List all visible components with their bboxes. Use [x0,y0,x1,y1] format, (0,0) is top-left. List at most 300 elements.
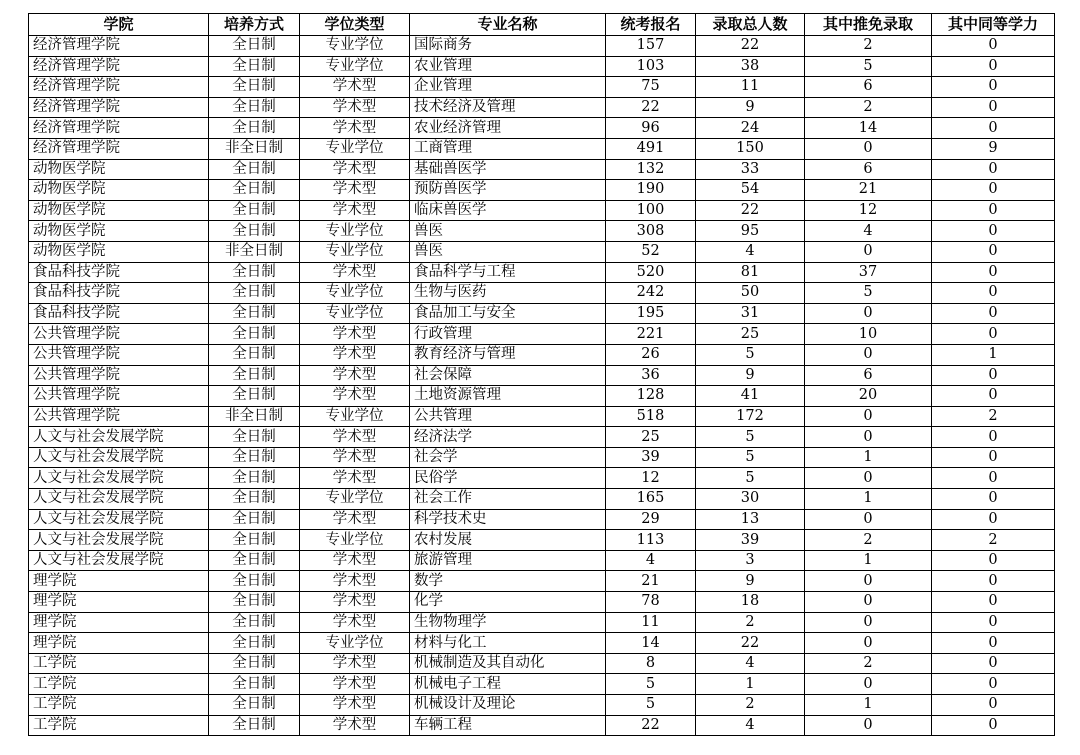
cell-major-name: 数学 [410,571,606,592]
cell-recommended-admitted: 0 [805,406,932,427]
header-degree-type: 学位类型 [300,14,410,36]
cell-college: 公共管理学院 [29,365,209,386]
table-row [29,612,1055,633]
cell-total-admitted: 31 [696,303,805,324]
cell-study-mode: 全日制 [209,303,300,324]
table-row [29,550,1055,571]
cell-study-mode: 全日制 [209,489,300,510]
cell-total-admitted: 150 [696,138,805,159]
cell-study-mode: 全日制 [209,468,300,489]
cell-exam-applicants: 39 [606,447,696,468]
cell-exam-applicants: 22 [606,97,696,118]
cell-major-name: 国际商务 [410,36,606,57]
cell-major-name: 社会工作 [410,489,606,510]
cell-equivalent-education: 0 [932,592,1055,613]
cell-total-admitted: 9 [696,97,805,118]
header-exam-applicants: 统考报名 [606,14,696,36]
cell-exam-applicants: 75 [606,77,696,98]
cell-major-name: 食品加工与安全 [410,303,606,324]
cell-study-mode: 全日制 [209,77,300,98]
cell-major-name: 生物物理学 [410,612,606,633]
table-row [29,489,1055,510]
cell-exam-applicants: 221 [606,324,696,345]
cell-major-name: 技术经济及管理 [410,97,606,118]
cell-equivalent-education: 0 [932,221,1055,242]
cell-study-mode: 全日制 [209,592,300,613]
cell-major-name: 化学 [410,592,606,613]
cell-major-name: 土地资源管理 [410,386,606,407]
cell-study-mode: 全日制 [209,695,300,716]
cell-degree-type: 专业学位 [300,241,410,262]
table-row [29,138,1055,159]
cell-study-mode: 全日制 [209,612,300,633]
table-row [29,365,1055,386]
table-row [29,36,1055,57]
cell-exam-applicants: 5 [606,674,696,695]
cell-college: 经济管理学院 [29,97,209,118]
cell-total-admitted: 5 [696,447,805,468]
cell-recommended-admitted: 21 [805,180,932,201]
cell-recommended-admitted: 0 [805,427,932,448]
cell-total-admitted: 22 [696,200,805,221]
cell-equivalent-education: 0 [932,180,1055,201]
cell-major-name: 农业经济管理 [410,118,606,139]
cell-equivalent-education: 0 [932,653,1055,674]
cell-total-admitted: 95 [696,221,805,242]
cell-study-mode: 全日制 [209,118,300,139]
cell-exam-applicants: 4 [606,550,696,571]
cell-study-mode: 全日制 [209,427,300,448]
table-row [29,180,1055,201]
cell-college: 理学院 [29,592,209,613]
cell-exam-applicants: 78 [606,592,696,613]
cell-exam-applicants: 132 [606,159,696,180]
cell-recommended-admitted: 0 [805,138,932,159]
cell-exam-applicants: 29 [606,509,696,530]
cell-major-name: 机械电子工程 [410,674,606,695]
cell-total-admitted: 9 [696,571,805,592]
cell-college: 公共管理学院 [29,386,209,407]
cell-study-mode: 全日制 [209,180,300,201]
table-row [29,468,1055,489]
cell-study-mode: 全日制 [209,509,300,530]
cell-major-name: 企业管理 [410,77,606,98]
cell-major-name: 兽医 [410,221,606,242]
cell-recommended-admitted: 20 [805,386,932,407]
table-row [29,344,1055,365]
cell-exam-applicants: 242 [606,283,696,304]
cell-major-name: 公共管理 [410,406,606,427]
cell-major-name: 生物与医药 [410,283,606,304]
header-study-mode: 培养方式 [209,14,300,36]
cell-total-admitted: 50 [696,283,805,304]
cell-recommended-admitted: 2 [805,97,932,118]
table-row [29,200,1055,221]
cell-degree-type: 学术型 [300,427,410,448]
cell-total-admitted: 39 [696,530,805,551]
cell-degree-type: 学术型 [300,612,410,633]
cell-degree-type: 学术型 [300,550,410,571]
cell-total-admitted: 5 [696,427,805,448]
cell-equivalent-education: 9 [932,138,1055,159]
cell-study-mode: 全日制 [209,447,300,468]
cell-study-mode: 全日制 [209,159,300,180]
table-body [29,36,1055,736]
table-row [29,77,1055,98]
cell-degree-type: 学术型 [300,365,410,386]
header-college: 学院 [29,14,209,36]
cell-recommended-admitted: 0 [805,592,932,613]
cell-exam-applicants: 100 [606,200,696,221]
cell-recommended-admitted: 0 [805,571,932,592]
cell-study-mode: 全日制 [209,386,300,407]
cell-study-mode: 全日制 [209,283,300,304]
cell-equivalent-education: 0 [932,262,1055,283]
cell-exam-applicants: 113 [606,530,696,551]
cell-study-mode: 全日制 [209,571,300,592]
table-row [29,118,1055,139]
cell-recommended-admitted: 37 [805,262,932,283]
cell-major-name: 社会学 [410,447,606,468]
cell-exam-applicants: 520 [606,262,696,283]
cell-recommended-admitted: 0 [805,468,932,489]
cell-college: 公共管理学院 [29,406,209,427]
cell-total-admitted: 13 [696,509,805,530]
cell-study-mode: 全日制 [209,550,300,571]
cell-college: 经济管理学院 [29,36,209,57]
cell-recommended-admitted: 0 [805,633,932,654]
cell-study-mode: 非全日制 [209,241,300,262]
cell-equivalent-education: 0 [932,550,1055,571]
cell-degree-type: 专业学位 [300,489,410,510]
table-row [29,283,1055,304]
cell-equivalent-education: 0 [932,97,1055,118]
cell-study-mode: 全日制 [209,633,300,654]
cell-recommended-admitted: 5 [805,56,932,77]
cell-study-mode: 全日制 [209,97,300,118]
cell-recommended-admitted: 14 [805,118,932,139]
cell-total-admitted: 41 [696,386,805,407]
cell-exam-applicants: 22 [606,715,696,736]
cell-total-admitted: 3 [696,550,805,571]
cell-degree-type: 学术型 [300,509,410,530]
cell-college: 理学院 [29,571,209,592]
table-row [29,324,1055,345]
cell-exam-applicants: 308 [606,221,696,242]
cell-major-name: 科学技术史 [410,509,606,530]
cell-total-admitted: 5 [696,468,805,489]
cell-equivalent-education: 0 [932,324,1055,345]
header-recommended-admitted: 其中推免录取 [805,14,932,36]
cell-equivalent-education: 0 [932,468,1055,489]
table-row [29,674,1055,695]
cell-college: 人文与社会发展学院 [29,447,209,468]
cell-major-name: 兽医 [410,241,606,262]
cell-college: 经济管理学院 [29,138,209,159]
cell-exam-applicants: 36 [606,365,696,386]
cell-exam-applicants: 195 [606,303,696,324]
cell-degree-type: 学术型 [300,468,410,489]
table-row [29,386,1055,407]
cell-exam-applicants: 157 [606,36,696,57]
table-row [29,241,1055,262]
cell-equivalent-education: 0 [932,489,1055,510]
cell-equivalent-education: 0 [932,509,1055,530]
cell-degree-type: 专业学位 [300,221,410,242]
cell-total-admitted: 2 [696,695,805,716]
cell-study-mode: 全日制 [209,324,300,345]
cell-equivalent-education: 0 [932,241,1055,262]
cell-equivalent-education: 0 [932,159,1055,180]
cell-exam-applicants: 12 [606,468,696,489]
cell-equivalent-education: 0 [932,36,1055,57]
cell-total-admitted: 33 [696,159,805,180]
cell-major-name: 机械制造及其自动化 [410,653,606,674]
cell-college: 工学院 [29,653,209,674]
cell-degree-type: 专业学位 [300,283,410,304]
cell-degree-type: 专业学位 [300,530,410,551]
cell-major-name: 行政管理 [410,324,606,345]
cell-college: 公共管理学院 [29,324,209,345]
cell-major-name: 食品科学与工程 [410,262,606,283]
cell-total-admitted: 22 [696,36,805,57]
cell-degree-type: 学术型 [300,77,410,98]
cell-degree-type: 学术型 [300,695,410,716]
cell-total-admitted: 22 [696,633,805,654]
cell-college: 经济管理学院 [29,56,209,77]
cell-college: 人文与社会发展学院 [29,489,209,510]
table-row [29,97,1055,118]
cell-college: 食品科技学院 [29,262,209,283]
table-row [29,530,1055,551]
cell-recommended-admitted: 1 [805,695,932,716]
cell-recommended-admitted: 10 [805,324,932,345]
table-row [29,695,1055,716]
cell-college: 人文与社会发展学院 [29,427,209,448]
cell-degree-type: 学术型 [300,653,410,674]
cell-study-mode: 全日制 [209,365,300,386]
cell-recommended-admitted: 1 [805,489,932,510]
cell-degree-type: 学术型 [300,180,410,201]
cell-recommended-admitted: 6 [805,77,932,98]
cell-college: 工学院 [29,695,209,716]
header-total-admitted: 录取总人数 [696,14,805,36]
cell-study-mode: 全日制 [209,653,300,674]
cell-total-admitted: 25 [696,324,805,345]
cell-recommended-admitted: 0 [805,344,932,365]
cell-recommended-admitted: 0 [805,241,932,262]
cell-equivalent-education: 0 [932,365,1055,386]
cell-major-name: 社会保障 [410,365,606,386]
cell-college: 经济管理学院 [29,118,209,139]
cell-major-name: 工商管理 [410,138,606,159]
cell-recommended-admitted: 5 [805,283,932,304]
cell-exam-applicants: 52 [606,241,696,262]
table-header-row [29,14,1055,36]
cell-exam-applicants: 26 [606,344,696,365]
cell-equivalent-education: 0 [932,674,1055,695]
cell-study-mode: 全日制 [209,56,300,77]
cell-recommended-admitted: 1 [805,550,932,571]
cell-degree-type: 专业学位 [300,303,410,324]
cell-total-admitted: 2 [696,612,805,633]
cell-total-admitted: 172 [696,406,805,427]
cell-total-admitted: 4 [696,653,805,674]
cell-degree-type: 学术型 [300,447,410,468]
cell-degree-type: 学术型 [300,97,410,118]
cell-college: 动物医学院 [29,159,209,180]
cell-major-name: 预防兽医学 [410,180,606,201]
cell-study-mode: 全日制 [209,715,300,736]
cell-exam-applicants: 11 [606,612,696,633]
cell-degree-type: 学术型 [300,118,410,139]
cell-degree-type: 学术型 [300,200,410,221]
cell-exam-applicants: 14 [606,633,696,654]
table-row [29,653,1055,674]
cell-study-mode: 非全日制 [209,138,300,159]
cell-recommended-admitted: 6 [805,365,932,386]
table-row [29,56,1055,77]
cell-total-admitted: 5 [696,344,805,365]
cell-degree-type: 专业学位 [300,138,410,159]
cell-total-admitted: 38 [696,56,805,77]
cell-college: 人文与社会发展学院 [29,550,209,571]
cell-equivalent-education: 0 [932,200,1055,221]
cell-recommended-admitted: 2 [805,653,932,674]
cell-study-mode: 全日制 [209,530,300,551]
cell-degree-type: 专业学位 [300,56,410,77]
cell-major-name: 经济法学 [410,427,606,448]
cell-exam-applicants: 128 [606,386,696,407]
cell-equivalent-education: 0 [932,386,1055,407]
cell-exam-applicants: 21 [606,571,696,592]
cell-study-mode: 全日制 [209,674,300,695]
cell-recommended-admitted: 0 [805,715,932,736]
cell-college: 人文与社会发展学院 [29,509,209,530]
cell-exam-applicants: 8 [606,653,696,674]
cell-equivalent-education: 0 [932,56,1055,77]
cell-degree-type: 学术型 [300,159,410,180]
cell-equivalent-education: 0 [932,612,1055,633]
cell-total-admitted: 18 [696,592,805,613]
cell-total-admitted: 11 [696,77,805,98]
cell-degree-type: 学术型 [300,674,410,695]
cell-equivalent-education: 0 [932,447,1055,468]
cell-college: 动物医学院 [29,180,209,201]
table-row [29,303,1055,324]
table-row [29,447,1055,468]
cell-college: 食品科技学院 [29,303,209,324]
cell-exam-applicants: 5 [606,695,696,716]
cell-college: 工学院 [29,674,209,695]
cell-college: 动物医学院 [29,241,209,262]
cell-college: 人文与社会发展学院 [29,530,209,551]
cell-equivalent-education: 1 [932,344,1055,365]
cell-study-mode: 全日制 [209,262,300,283]
cell-total-admitted: 30 [696,489,805,510]
table-row [29,509,1055,530]
cell-recommended-admitted: 2 [805,36,932,57]
cell-major-name: 教育经济与管理 [410,344,606,365]
cell-college: 公共管理学院 [29,344,209,365]
cell-major-name: 材料与化工 [410,633,606,654]
cell-exam-applicants: 190 [606,180,696,201]
cell-recommended-admitted: 0 [805,612,932,633]
cell-exam-applicants: 518 [606,406,696,427]
cell-equivalent-education: 0 [932,633,1055,654]
cell-major-name: 旅游管理 [410,550,606,571]
cell-exam-applicants: 165 [606,489,696,510]
cell-equivalent-education: 0 [932,283,1055,304]
cell-equivalent-education: 0 [932,695,1055,716]
cell-recommended-admitted: 6 [805,159,932,180]
table-row [29,571,1055,592]
cell-degree-type: 学术型 [300,262,410,283]
cell-recommended-admitted: 12 [805,200,932,221]
cell-equivalent-education: 0 [932,303,1055,324]
cell-college: 动物医学院 [29,221,209,242]
admissions-table [28,13,1055,736]
cell-exam-applicants: 25 [606,427,696,448]
cell-equivalent-education: 0 [932,571,1055,592]
cell-equivalent-education: 0 [932,715,1055,736]
cell-study-mode: 全日制 [209,36,300,57]
cell-degree-type: 学术型 [300,715,410,736]
cell-total-admitted: 9 [696,365,805,386]
header-major-name: 专业名称 [410,14,606,36]
cell-total-admitted: 24 [696,118,805,139]
cell-major-name: 基础兽医学 [410,159,606,180]
cell-college: 经济管理学院 [29,77,209,98]
cell-total-admitted: 1 [696,674,805,695]
cell-study-mode: 全日制 [209,200,300,221]
cell-study-mode: 全日制 [209,221,300,242]
cell-college: 理学院 [29,612,209,633]
cell-degree-type: 学术型 [300,571,410,592]
cell-recommended-admitted: 0 [805,674,932,695]
cell-recommended-admitted: 0 [805,509,932,530]
table-row [29,427,1055,448]
cell-degree-type: 学术型 [300,344,410,365]
cell-exam-applicants: 491 [606,138,696,159]
cell-study-mode: 非全日制 [209,406,300,427]
cell-recommended-admitted: 4 [805,221,932,242]
cell-recommended-admitted: 0 [805,303,932,324]
cell-recommended-admitted: 2 [805,530,932,551]
cell-equivalent-education: 0 [932,427,1055,448]
table-row [29,221,1055,242]
cell-total-admitted: 81 [696,262,805,283]
cell-degree-type: 学术型 [300,592,410,613]
cell-study-mode: 全日制 [209,344,300,365]
cell-major-name: 临床兽医学 [410,200,606,221]
cell-recommended-admitted: 1 [805,447,932,468]
cell-college: 人文与社会发展学院 [29,468,209,489]
cell-college: 理学院 [29,633,209,654]
cell-degree-type: 专业学位 [300,406,410,427]
cell-degree-type: 专业学位 [300,36,410,57]
cell-equivalent-education: 2 [932,530,1055,551]
table-row [29,592,1055,613]
cell-exam-applicants: 103 [606,56,696,77]
table-row [29,715,1055,736]
cell-major-name: 农村发展 [410,530,606,551]
cell-total-admitted: 54 [696,180,805,201]
table-row [29,262,1055,283]
cell-college: 动物医学院 [29,200,209,221]
cell-degree-type: 学术型 [300,324,410,345]
cell-equivalent-education: 0 [932,118,1055,139]
